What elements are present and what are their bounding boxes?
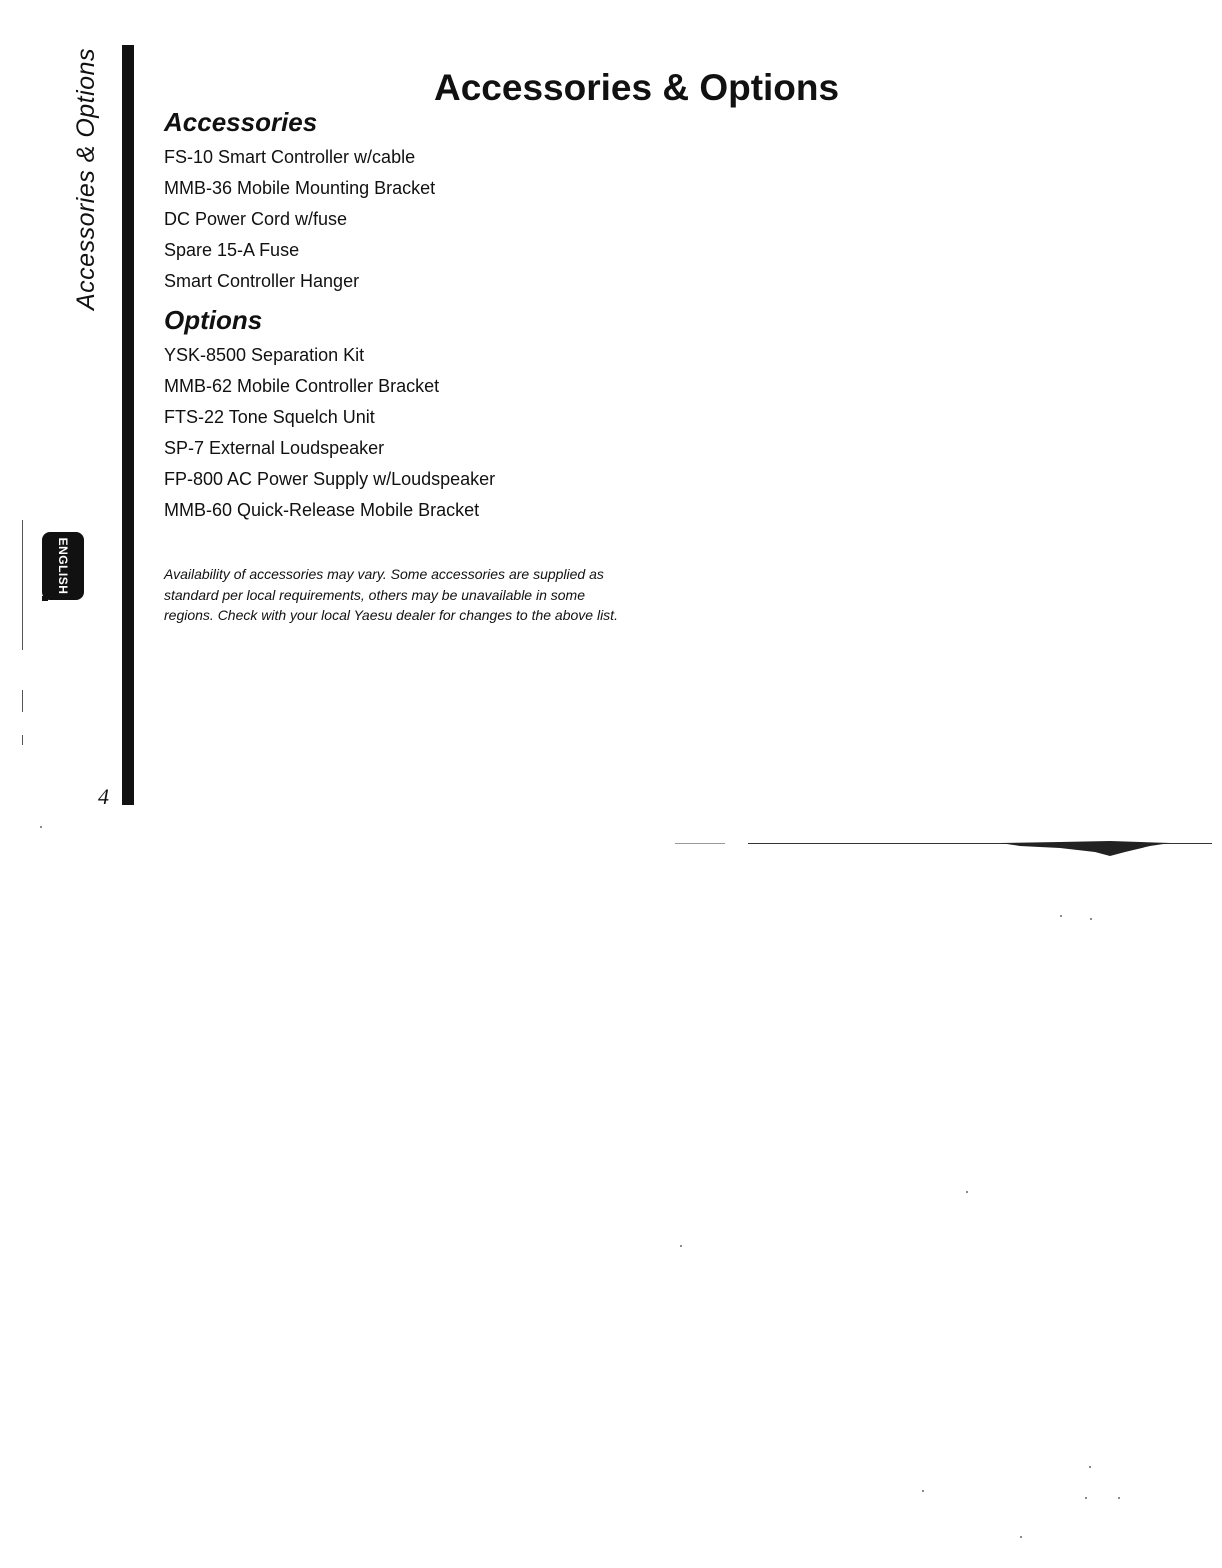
- list-item: FP-800 AC Power Supply w/Loudspeaker: [164, 469, 496, 489]
- scan-smudge: [1000, 840, 1180, 858]
- list-item: YSK-8500 Separation Kit: [164, 345, 365, 365]
- list-item: DC Power Cord w/fuse: [164, 209, 348, 229]
- options-section: [164, 304, 495, 526]
- language-tab-label: ENGLISH: [56, 537, 70, 595]
- list-item: MMB-62 Mobile Controller Bracket: [164, 376, 440, 396]
- accessories-list: [164, 142, 435, 297]
- accessories-heading: Accessories: [164, 107, 318, 137]
- scan-speck: [922, 1490, 924, 1492]
- scan-speck: [1020, 1536, 1022, 1538]
- options-list: [164, 340, 495, 526]
- scan-speck: [1089, 1466, 1091, 1468]
- availability-note: Availability of accessories may vary. Some accessories are supplied as standard per local requirements, others may be unavailable in some regions. Check with your local Yaesu dealer for changes to the above list.: [164, 566, 618, 623]
- page-number: 4: [98, 784, 109, 809]
- list-item: FS-10 Smart Controller w/cable: [164, 147, 416, 167]
- scan-speck: [680, 1245, 682, 1247]
- list-item: Spare 15-A Fuse: [164, 240, 300, 260]
- list-item: SP-7 External Loudspeaker: [164, 438, 385, 458]
- scan-speck: [1085, 1497, 1087, 1499]
- language-tab-foot: [42, 596, 48, 601]
- list-item: FTS-22 Tone Squelch Unit: [164, 407, 375, 427]
- scan-rule: [675, 843, 725, 844]
- margin-line: [22, 520, 23, 650]
- list-item: MMB-36 Mobile Mounting Bracket: [164, 178, 436, 198]
- accessories-section: [164, 106, 435, 297]
- list-item: MMB-60 Quick-Release Mobile Bracket: [164, 500, 480, 520]
- margin-line: [22, 735, 23, 745]
- margin-line: [22, 690, 23, 712]
- scan-speck: [40, 826, 42, 828]
- scan-speck: [1118, 1497, 1120, 1499]
- scan-speck: [966, 1191, 968, 1193]
- language-tab: [42, 532, 84, 600]
- options-heading: Options: [164, 305, 263, 335]
- side-black-bar: [122, 45, 134, 805]
- page-title: Accessories & Options: [434, 66, 840, 108]
- scan-speck: [1090, 918, 1092, 920]
- list-item: Smart Controller Hanger: [164, 271, 360, 291]
- scan-speck: [1060, 915, 1062, 917]
- side-running-title: Accessories & Options: [72, 48, 100, 310]
